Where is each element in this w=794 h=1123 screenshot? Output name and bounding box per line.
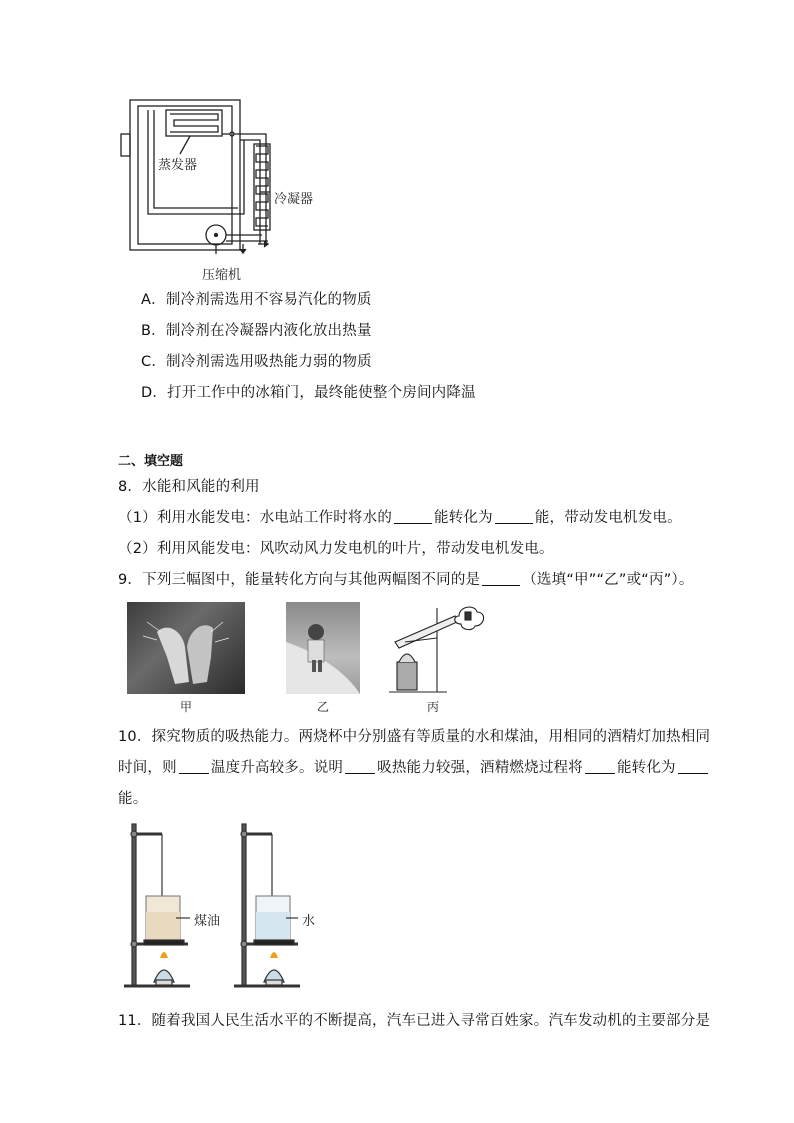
evaporator-label: 蒸发器 xyxy=(158,158,198,173)
test-tube-drawing xyxy=(385,602,489,694)
q11-line1: 11．随着我国人民生活水平的不断提高，汽车已进入寻常百姓家。汽车发动机的主要部分是 xyxy=(118,1013,711,1029)
answer-blank[interactable] xyxy=(495,509,533,524)
option-letter: A． xyxy=(141,292,166,308)
q8-text: 能转化为 xyxy=(434,510,493,526)
q10-line2 xyxy=(118,758,710,778)
q10-text: 能转化为 xyxy=(616,760,676,776)
answer-blank[interactable] xyxy=(482,571,520,586)
q9-text: （选填“甲”“乙”或“丙”）。 xyxy=(522,572,694,588)
apparatus-drawing xyxy=(120,822,350,992)
option-c xyxy=(141,352,372,372)
q8-line2: （2）利用风能发电：风吹动风力发电机的叶片，带动发电机发电。 xyxy=(118,541,554,557)
slide-drawing xyxy=(286,602,360,694)
q10-line3: 能。 xyxy=(118,791,148,807)
answer-blank[interactable] xyxy=(394,509,432,524)
option-letter: D． xyxy=(141,385,168,401)
q8-text: 能，带动发电机发电。 xyxy=(534,510,682,526)
option-letter: B． xyxy=(141,323,166,339)
label-bing: 丙 xyxy=(427,700,440,714)
q9-text: 9．下列三幅图中，能量转化方向与其他两幅图不同的是 xyxy=(118,572,481,588)
option-d xyxy=(141,383,476,403)
heating-apparatus xyxy=(120,822,350,992)
refrigerator-diagram xyxy=(118,96,328,286)
q10-text: 时间，则 xyxy=(118,760,177,776)
q10-text: 吸热能力较强，酒精燃烧过程将 xyxy=(377,760,583,776)
q10-line1: 10．探究物质的吸热能力。两烧杯中分别盛有等质量的水和煤油，用相同的酒精灯加热相同 xyxy=(118,729,711,745)
water-label: 水 xyxy=(302,914,316,929)
image-steam-test-tube xyxy=(385,602,489,694)
condenser-label: 冷凝器 xyxy=(274,192,314,207)
option-b xyxy=(141,321,372,341)
section-title: 二、填空题 xyxy=(118,454,184,469)
q8-title: 8．水能和风能的利用 xyxy=(118,479,260,495)
q8-text: （1）利用水能发电：水电站工作时将水的 xyxy=(118,510,393,526)
option-letter: C． xyxy=(141,354,167,370)
option-text: 打开工作中的冰箱门，最终能使整个房间内降温 xyxy=(167,385,476,401)
image-rubbing-hands xyxy=(127,602,245,694)
answer-blank[interactable] xyxy=(585,759,615,774)
answer-blank[interactable] xyxy=(678,759,708,774)
option-text: 制冷剂在冷凝器内液化放出热量 xyxy=(165,323,372,339)
label-yi: 乙 xyxy=(317,700,330,714)
image-slide xyxy=(286,602,360,694)
option-text: 制冷剂需选用不容易汽化的物质 xyxy=(165,292,372,308)
option-text: 制冷剂需选用吸热能力弱的物质 xyxy=(166,354,372,370)
kerosene-label: 煤油 xyxy=(194,914,221,929)
label-jia: 甲 xyxy=(180,700,193,714)
q8-line1 xyxy=(118,508,682,528)
answer-blank[interactable] xyxy=(179,759,209,774)
q9-question xyxy=(118,570,694,590)
hands-drawing xyxy=(127,602,245,694)
option-a xyxy=(141,290,372,310)
q10-text: 温度升高较多。说明 xyxy=(210,760,344,776)
compressor-label: 压缩机 xyxy=(202,268,242,283)
answer-blank[interactable] xyxy=(345,759,375,774)
